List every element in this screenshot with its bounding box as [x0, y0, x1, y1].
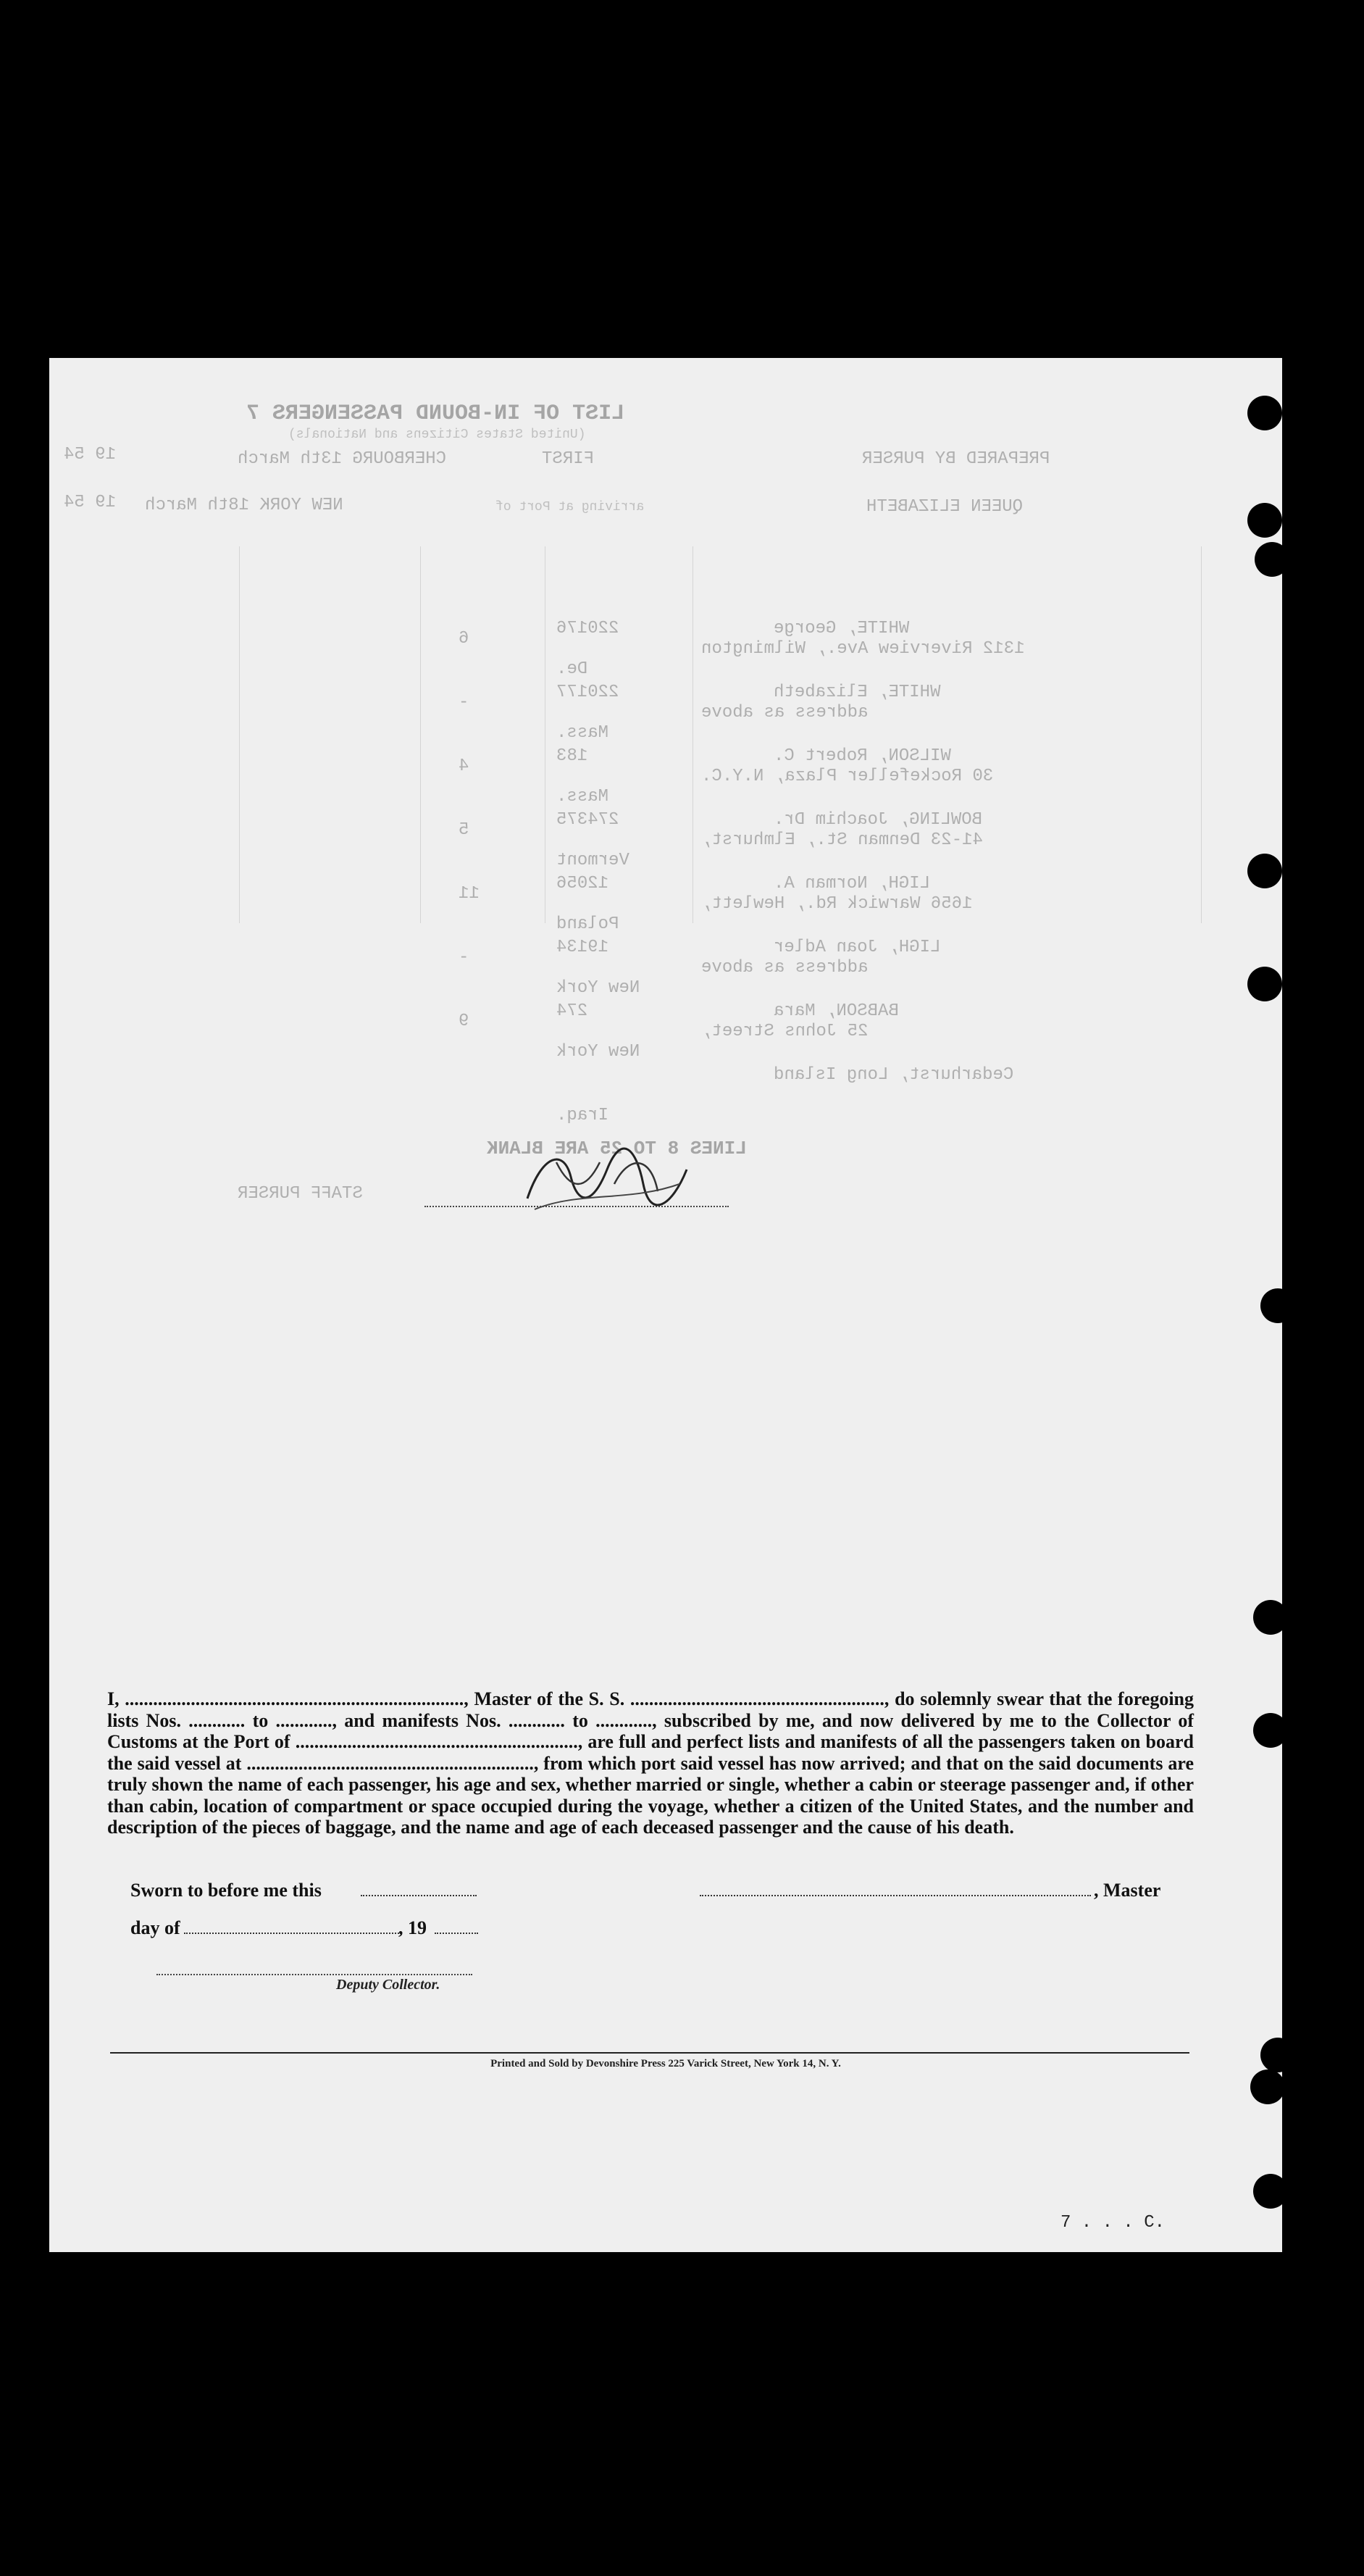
- punch-hole: [1253, 1713, 1288, 1748]
- day-of-label: day of: [130, 1917, 180, 1938]
- bleed-entry-name: LIGH, Norman A.: [774, 874, 931, 893]
- bleed-entry-num: 19134: [556, 938, 609, 957]
- punch-hole: [1260, 1288, 1295, 1323]
- punch-hole: [1260, 2038, 1295, 2072]
- bleed-year-1: 19 54: [64, 445, 117, 464]
- master-label: , Master: [1094, 1880, 1161, 1901]
- bleed-entry-place: Poland: [556, 914, 619, 934]
- purser-signature: [513, 1141, 701, 1220]
- punch-hole: [1247, 503, 1282, 538]
- bleed-entry-name: WHITE, George: [774, 619, 910, 638]
- bleed-staff-purser: STAFF PURSER: [238, 1184, 363, 1204]
- punch-hole: [1253, 2174, 1288, 2209]
- bleed-entry-place: Vermont: [556, 851, 629, 870]
- master-oath: [107, 1688, 1194, 1838]
- bleed-entry-num: 220176: [556, 619, 619, 638]
- year-field[interactable]: [435, 1917, 478, 1939]
- sworn-label: Sworn to before me this: [130, 1880, 322, 1901]
- printer-imprint: Printed and Sold by Devonshire Press 225 Varick Street, New York 14, N. Y.: [490, 2058, 841, 2069]
- oath-text: I, ........................................................................, Master of the S. S. ......................................................, do solemnly swear that the foregoing lists Nos. ............ to ............, and manifests Nos. ............ to ............, subscribed by me, and now delivered by me to the Collector of Customs at the Port of ............................................................, are full and perfect lists and manifests of all the passengers taken on board the said vessel at ............................................................., from which port said vessel has now arrived; and that on the said documents are truly shown the name of each passenger, his age and sex, whether married or single, whether a cabin or steerage passenger and, if other than cabin, location of compartment or space occupied during the voyage, whether a citizen of the United States, and the number and description of the pieces of baggage, and the name and age of each deceased passenger and the cause of his death.: [107, 1688, 1194, 1838]
- bleed-entry-col: 5: [459, 820, 469, 840]
- bleed-arriving: arriving at Port of: [495, 500, 645, 514]
- master-signature-field[interactable]: [700, 1880, 1091, 1901]
- bleed-entry-col: 4: [459, 756, 469, 776]
- corner-code: 7 . . . C.: [1060, 2213, 1166, 2233]
- bleed-subtitle: (United States Citizens and Nationals): [288, 428, 586, 442]
- bleed-ship: QUEEN ELIZABETH: [866, 497, 1024, 517]
- punch-hole: [1247, 854, 1282, 888]
- day-of-field[interactable]: [184, 1917, 401, 1939]
- bleed-entry-addr: 41-23 Denman St., Elmhurst,: [701, 830, 983, 850]
- bleed-entry-name: LIGH, Joan Adler: [774, 938, 941, 957]
- bleed-entry-name: BABSON, Mara: [774, 1001, 899, 1021]
- bleed-entry-name: WHITE, Elizabeth: [774, 683, 941, 702]
- bleed-entry-num: 274375: [556, 810, 619, 830]
- bleed-entry-col: -: [459, 948, 469, 967]
- bleed-entry-addr: 30 Rockefeller Plaza, N.Y.C.: [701, 767, 994, 786]
- bleed-class: FIRST: [542, 449, 595, 469]
- bleed-prepared: PREPARED BY PURSER: [862, 449, 1050, 469]
- manifest-sheet: [49, 358, 1282, 2252]
- year-label: , 19: [398, 1917, 427, 1938]
- bleed-entry-num: 220177: [556, 683, 619, 702]
- bleed-entry-name: WILSON, Robert C.: [774, 746, 951, 766]
- bleed-entry-col: 11: [459, 884, 480, 904]
- bleed-entry-num: 183: [556, 746, 588, 766]
- bleed-entry-num: 12056: [556, 874, 609, 893]
- punch-hole: [1247, 396, 1282, 430]
- sworn-date-field[interactable]: [361, 1880, 477, 1901]
- footer-rule: [110, 2052, 1189, 2054]
- bleed-entry-place: Iraq.: [556, 1106, 609, 1125]
- bleed-entry-num: 274: [556, 1001, 588, 1021]
- bleed-entry-col: 9: [459, 1012, 469, 1031]
- bleed-lines-blank: LINES 8 TO 25 ARE BLANK: [487, 1138, 747, 1159]
- bleed-entry-addr: 1312 Riverview Ave., Wilmington: [701, 639, 1025, 659]
- deputy-signature-line[interactable]: [156, 1971, 472, 1975]
- bleed-entry-col: 6: [459, 629, 469, 649]
- bleed-entry-place: New York: [556, 978, 640, 998]
- bleed-entry-name: BOWLING, Joachim Dr.: [774, 810, 983, 830]
- bleed-title: LIST OF IN-BOUND PASSENGERS 7: [246, 401, 625, 426]
- punch-hole: [1255, 542, 1289, 577]
- punch-hole: [1250, 2069, 1285, 2104]
- bleed-year-2: 19 54: [64, 493, 117, 512]
- bleed-entry-addr: 25 Johns Street,: [701, 1022, 869, 1041]
- bleed-port: CHERBOURG 13th March: [238, 449, 447, 469]
- bleed-entry-col: -: [459, 693, 469, 712]
- bleed-entry-place: Mass.: [556, 787, 609, 806]
- bleed-dest: NEW YORK 18th March: [145, 496, 343, 515]
- punch-hole: [1253, 1600, 1288, 1635]
- bleed-entry-place: Mass.: [556, 723, 609, 743]
- deputy-collector-label: Deputy Collector.: [336, 1977, 440, 1993]
- bleed-entry-addr: address as above: [701, 703, 869, 722]
- bleed-entry-addr: 1656 Warwick Rd., Hewlett,: [701, 894, 973, 914]
- bleed-entry-place: De.: [556, 659, 588, 679]
- bleed-entry-place: New York: [556, 1042, 640, 1062]
- punch-hole: [1247, 967, 1282, 1001]
- bleed-entry-addr: address as above: [701, 958, 869, 978]
- bleed-entry-name: Cedarhurst, Long Island: [774, 1065, 1014, 1085]
